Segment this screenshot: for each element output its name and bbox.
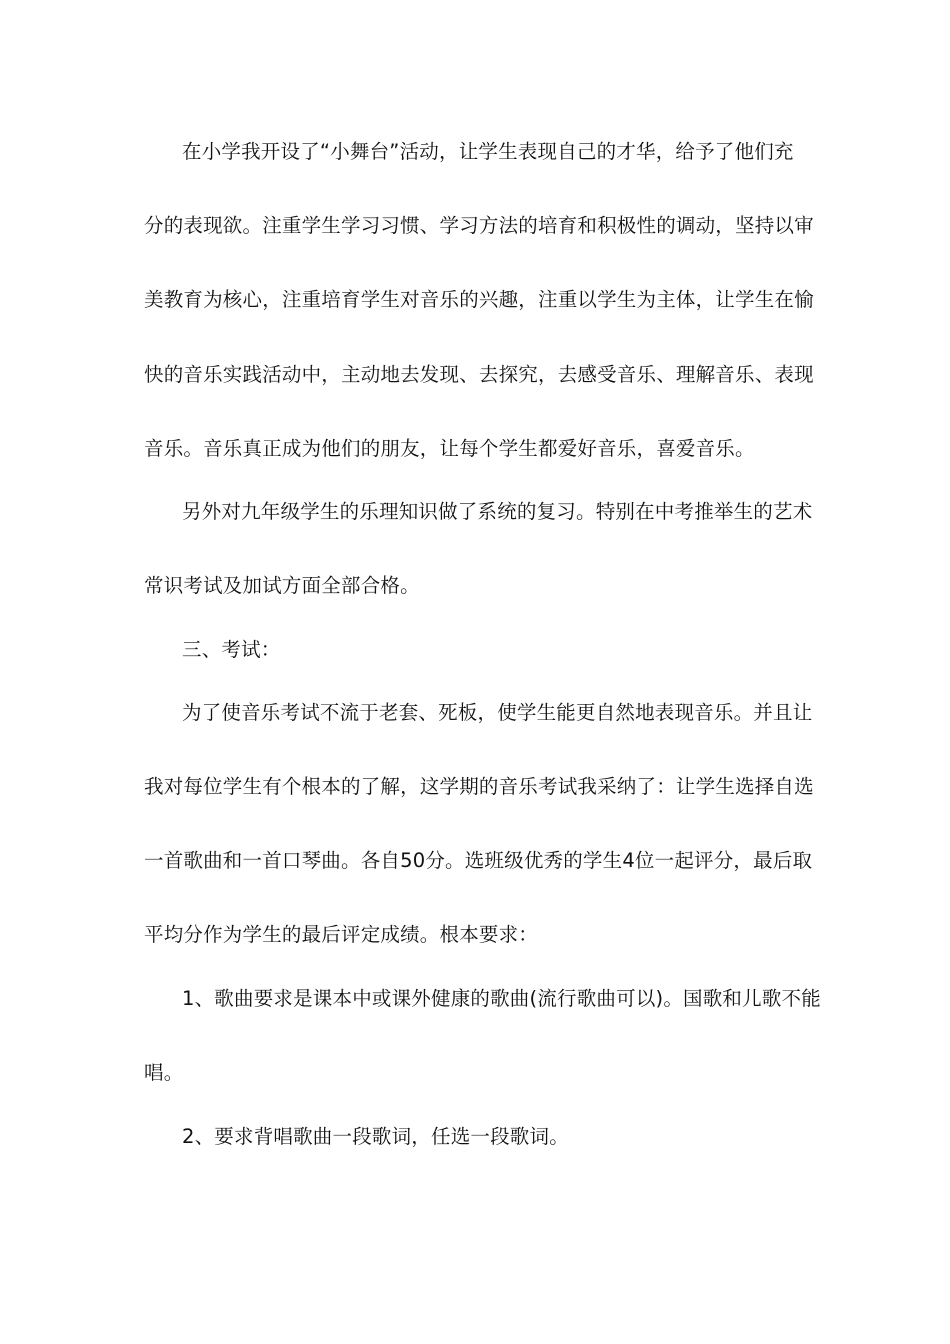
paragraph-2-line-2: 常识考试及加试方面全部合格。 [144,574,420,597]
requirement-1-line-2: 唱。 [144,1061,184,1084]
paragraph-2-line-1: 另外对九年级学生的乐理知识做了系统的复习。特别在中考推举生的艺术 [182,500,813,523]
paragraph-1-line-2: 分的表现欲。注重学生学习习惯、学习方法的培育和积极性的调动，坚持以审 [144,214,814,237]
paragraph-1-line-1: 在小学我开设了“小舞台”活动，让学生表现自己的才华，给予了他们充 [182,140,794,163]
paragraph-1-line-5: 音乐。音乐真正成为他们的朋友，让每个学生都爱好音乐，喜爱音乐。 [144,437,755,460]
paragraph-3-line-2: 我对每位学生有个根本的了解，这学期的音乐考试我采纳了：让学生选择自选 [144,775,814,798]
requirement-1-line-1: 1、歌曲要求是课本中或课外健康的歌曲(流行歌曲可以)。国歌和儿歌不能 [182,987,821,1010]
section-heading-exam: 三、考试： [182,638,281,661]
requirement-2-line-1: 2、要求背唱歌曲一段歌词，任选一段歌词。 [182,1125,569,1148]
paragraph-3-line-3: 一首歌曲和一首口琴曲。各自50分。选班级优秀的学生4位一起评分，最后取 [144,849,813,872]
paragraph-3-line-1: 为了使音乐考试不流于老套、死板，使学生能更自然地表现音乐。并且让 [182,701,813,724]
paragraph-3-line-4: 平均分作为学生的最后评定成绩。根本要求： [144,923,539,946]
paragraph-1-line-3: 美教育为核心，注重培育学生对音乐的兴趣，注重以学生为主体，让学生在愉 [144,288,814,311]
paragraph-1-line-4: 快的音乐实践活动中，主动地去发现、去探究，去感受音乐、理解音乐、表现 [144,363,814,386]
